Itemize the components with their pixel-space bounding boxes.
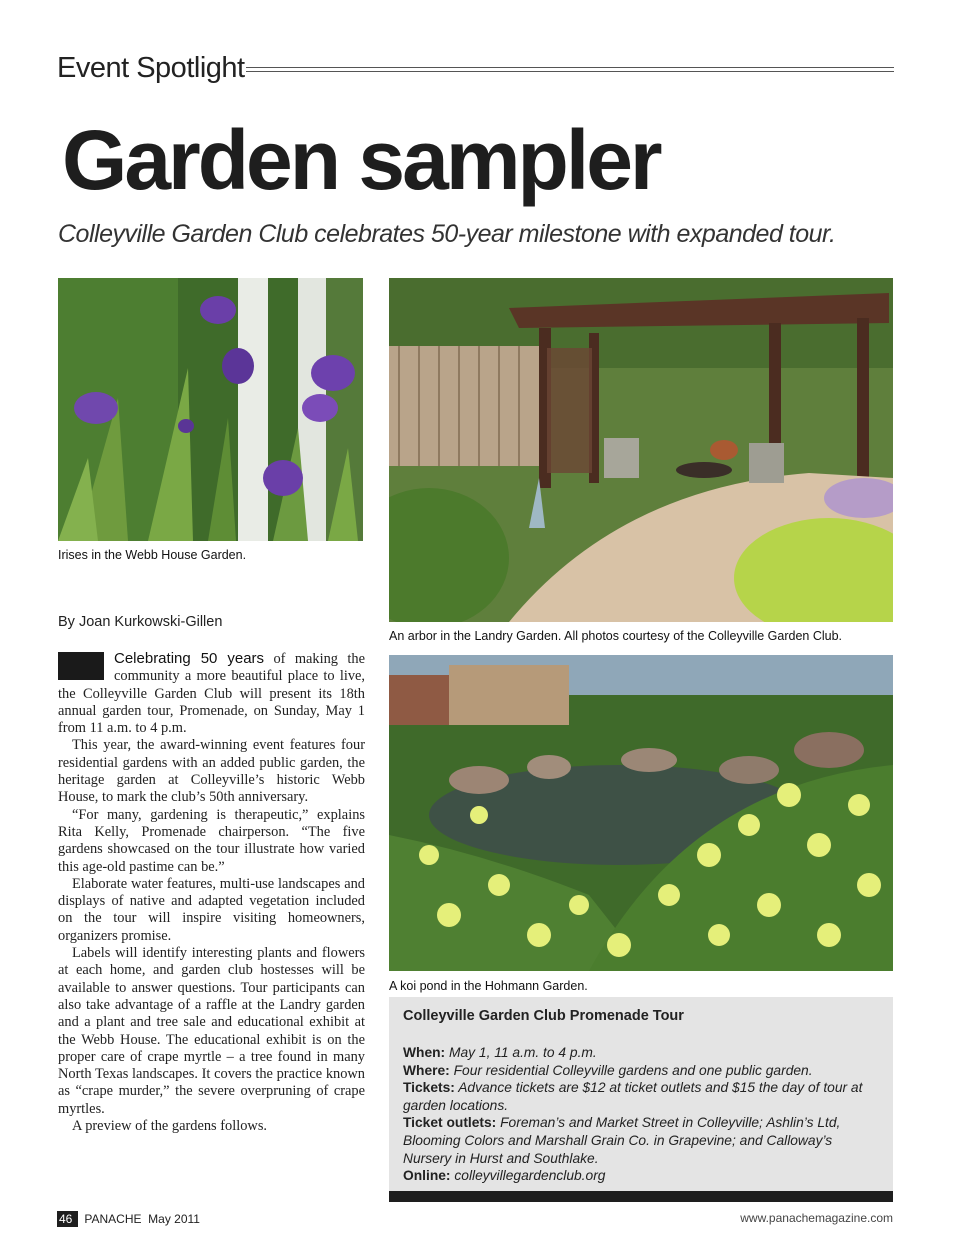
info-text: May 1, 11 a.m. to 4 p.m. (449, 1045, 597, 1060)
dek: Colleyville Garden Club celebrates 50-year milestone with expanded tour. (58, 220, 836, 248)
drop-cap-block (58, 652, 104, 680)
info-website-link[interactable]: colleyvillegardenclub.org (454, 1168, 606, 1184)
info-text: Advance tickets are $12 at ticket outlets and $15 the day of tour at garden locations. (403, 1080, 863, 1113)
info-where (403, 1062, 883, 1080)
page-number: 46 (57, 1211, 78, 1227)
info-label: Tickets: (403, 1080, 455, 1096)
info-ticket-outlets (403, 1114, 883, 1167)
pond-caption: A koi pond in the Hohmann Garden. (389, 979, 588, 993)
article-paragraph: Labels will identify interesting plants and flowers at each home, and garden club hostesses will be available to answer questions. Tour participants can also take advantage of a raffle at the Landry garden and a plant and tree sale and educational exhibit at the Webb House. The educational exhibit is on the proper care of crape myrtle – a tree found in many North Texas landscapes. It covers the practice known as “crape murder,” the severe overpruning of crape myrtles. (58, 945, 365, 1117)
lead-in: Celebrating 50 years (114, 650, 265, 667)
byline: By Joan Kurkowski-Gillen (58, 614, 223, 630)
issue-date: May 2011 (148, 1212, 200, 1226)
header-rule-top (246, 67, 894, 68)
article-paragraph (58, 650, 365, 737)
pond-photo (389, 655, 893, 971)
info-text: Foreman’s and Market Street in Colleyville; Ashlin’s Ltd, Blooming Colors and Marshall Grain Co. in Grapevine; and Calloway’s Nursery in Hurst and Southlake. (403, 1115, 841, 1166)
magazine-name: PANACHE (84, 1212, 142, 1226)
folio (57, 1211, 200, 1227)
info-box-items (403, 1044, 883, 1185)
info-tickets (403, 1079, 883, 1114)
info-box-bar (389, 1191, 893, 1202)
header-rule-bottom (246, 71, 894, 72)
info-label: Online: (403, 1168, 451, 1184)
tour-info-box (389, 997, 893, 1191)
article-paragraph: This year, the award-winning event features four residential gardens with an added public garden, the heritage garden at Colleyville’s historic Webb House, to mark the club’s 50th anniversary. (58, 737, 365, 806)
paragraph-text: of making the community a more beautiful place to live, the Colleyville Garden Club will present its 18th annual garden tour, Promenade, on Sunday, May 1 from 11 a.m. to 4 p.m. (58, 651, 365, 737)
info-text: Four residential Colleyville gardens and one public garden. (453, 1062, 813, 1078)
article-body (58, 650, 365, 1135)
arbor-photo (389, 278, 893, 622)
iris-illustration (58, 278, 363, 541)
website-link[interactable]: www.panachemagazine.com (740, 1211, 893, 1225)
info-label: Ticket outlets: (403, 1115, 497, 1131)
iris-photo (58, 278, 363, 541)
arbor-illustration (389, 278, 893, 622)
info-label: Where: (403, 1062, 450, 1078)
info-online (403, 1167, 883, 1185)
info-when (403, 1044, 883, 1062)
article-paragraph: A preview of the gardens follows. (72, 1118, 268, 1135)
section-label: Event Spotlight (57, 52, 245, 84)
arbor-caption: An arbor in the Landry Garden. All photos courtesy of the Colleyville Garden Club. (389, 629, 843, 643)
headline: Garden sampler (62, 113, 660, 207)
article-paragraph: Elaborate water features, multi-use landscapes and displays of native and adapted vegetation included on the tour will inspire visiting homeowners, organizers promise. (58, 875, 365, 944)
article-paragraph: “For many, gardening is therapeutic,” explains Rita Kelly, Promenade chairperson. “The five gardens showcased on the tour illustrate how varied this age-old pastime can be.” (58, 806, 365, 875)
info-box-title: Colleyville Garden Club Promenade Tour (403, 1008, 684, 1024)
pond-illustration (389, 655, 893, 971)
iris-caption: Irises in the Webb House Garden. (58, 548, 247, 562)
info-label: When: (403, 1045, 446, 1060)
